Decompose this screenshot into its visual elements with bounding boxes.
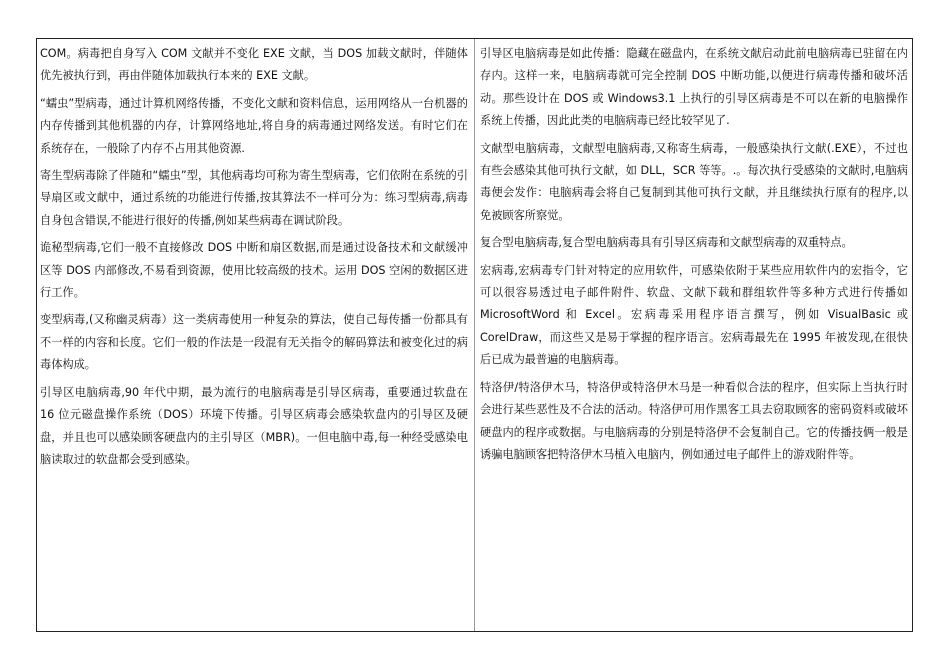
right-column: [480, 43, 908, 471]
column-divider: [474, 39, 475, 631]
paragraph-boot-sector-spread: 引导区电脑病毒是如此传播：隐藏在磁盘内，在系统文献启动此前电脑病毒已驻留在内存内。这样一来，电脑病毒就可完全控制 DOS 中断功能,以便进行病毒传播和破坏活动。那些设计在 DOS 或 Windows3.1 上执行的引导区病毒是不可以在新的电脑操作系统上传播，因此此类的电脑病毒已经比较罕见了.: [480, 47, 908, 128]
paragraph-parasitic-virus: 寄生型病毒除了伴随和“蠕虫”型，其他病毒均可称为寄生型病毒，它们依附在系统的引导扇区或文献中，通过系统的功能进行传播,按其算法不一样可分为：练习型病毒,病毒自身包含错误,不能进行很好的传播,例如某些病毒在调试阶段。: [40, 169, 468, 227]
paragraph-polymorphic-virus: 变型病毒,(又称幽灵病毒）这一类病毒使用一种复杂的算法，使自己每传播一份都具有不一样的内容和长度。它们一般的作法是一段混有无关指令的解码算法和被变化过的病毒体构成。: [40, 313, 468, 372]
paragraph-worm-virus: “蠕虫”型病毒，通过计算机网络传播，不变化文献和资料信息，运用网络从一台机器的内存传播到其他机器的内存，计算网络地址,将自身的病毒通过网络发送。有时它们在系统存在，一般除了内存不占用其他资源.: [40, 96, 468, 155]
paragraph-com-companion: COM。病毒把自身写入 COM 文献并不变化 EXE 文献，当 DOS 加载文献时，伴随体优先被执行到，再由伴随体加载执行本来的 EXE 文献。: [40, 47, 468, 83]
paragraph-boot-sector-virus: 引导区电脑病毒,90 年代中期，最为流行的电脑病毒是引导区病毒，重要通过软盘在 16 位元磁盘操作系统（DOS）环境下传播。引导区病毒会感染软盘内的引导区及硬盘，并且也可以感染顾客硬盘内的主引导区（MBR)。一但电脑中毒,每一种经受感染电脑读取过的软盘都会受到感染。: [40, 385, 468, 466]
paragraph-multipartite-virus: 复合型电脑病毒,复合型电脑病毒具有引导区病毒和文献型病毒的双重特点。: [480, 236, 853, 250]
paragraph-macro-virus: 宏病毒,宏病毒专门针对特定的应用软件，可感染依附于某些应用软件内的宏指令，它可以很容易透过电子邮件附件、软盘、文献下载和群组软件等多种方式进行传播如 MicrosoftWord 和 Excel。宏病毒采用程序语言撰写，例如 VisualBasic 或 CorelDraw，而这些又是易于掌握的程序语言。宏病毒最先在 1995 年被发现,在很快后已成为最普遍的电脑病毒。: [480, 263, 908, 367]
paragraph-trojan: 特洛伊/特洛伊木马，特洛伊或特洛伊木马是一种看似合法的程序，但实际上当执行时会进行某些恶性及不合法的活动。特洛伊可用作黑客工具去窃取顾客的密码资料或破坏硬盘内的程序或数据。与电脑病毒的分别是特洛伊不会复制自己。它的传播技俩一般是诱骗电脑顾客把特洛伊木马植入电脑内，例如通过电子邮件上的游戏附件等。: [480, 380, 908, 461]
paragraph-file-virus: 文献型电脑病毒，文献型电脑病毒,又称寄生病毒，一般感染执行文献(.EXE），不过也有些会感染其他可执行文献，如 DLL，SCR 等等。.。每次执行受感染的文献时,电脑病毒便会发作：电脑病毒会将自己复制到其他可执行文献，并且继续执行原有的程序,以免被顾客所察觉。: [480, 141, 908, 222]
paragraph-stealth-virus: 诡秘型病毒,它们一般不直接修改 DOS 中断和扇区数据,而是通过设备技术和文献缓冲区等 DOS 内部修改,不易看到资源，使用比较高级的技术。运用 DOS 空闲的数据区进行工作。: [40, 241, 468, 300]
left-column: [40, 43, 468, 476]
